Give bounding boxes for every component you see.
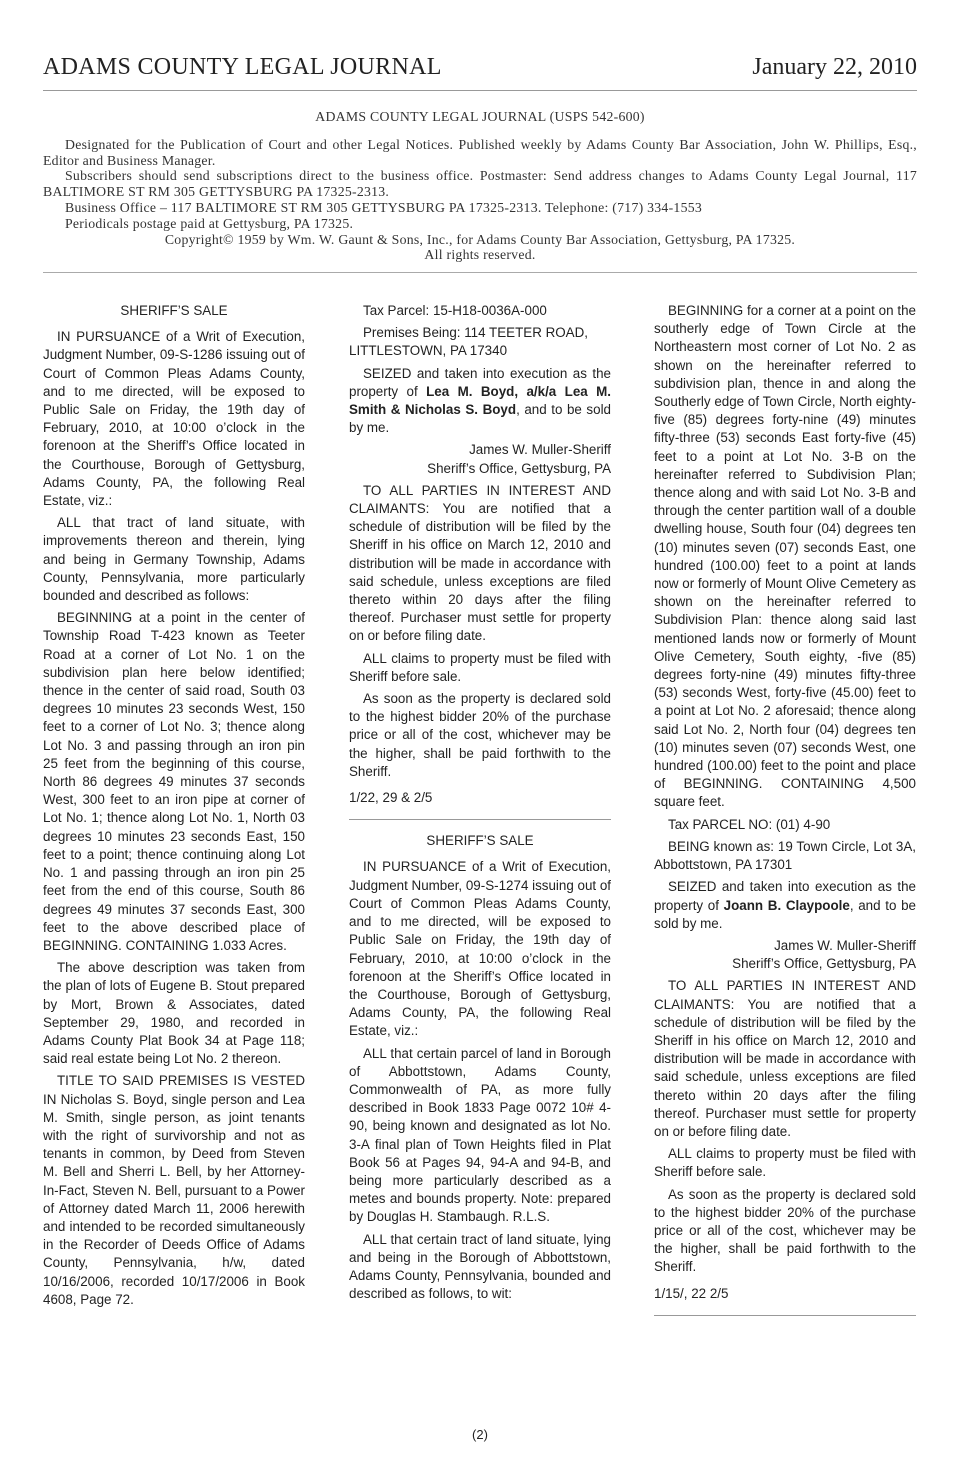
property-address: BEING known as: 19 Town Circle, Lot 3A, Abbottstown, PA 17301 (654, 838, 916, 873)
tax-parcel: Tax Parcel: 15-H18-0036A-000 (363, 303, 547, 318)
issue-date: January 22, 2010 (752, 54, 917, 80)
notice-paragraph: TITLE TO SAID PREMISES IS VESTED IN Nicholas S. Boyd, single person and Lea M. Smith, single person, as joint tenants with the right of survivorship and not as tenants in common, by Deed from Steven M. Bell and Sherri L. Bell, by her Attorney-In-Fact, Steven N. Bell, pursuant to a Power of Attorney dated March 11, 2006 herewith and intended to be recorded simultaneously in the Recorder of Deeds Office of Adams County, Pennsylvania, h/w, dated 10/16/2006, recorded 10/17/2006 in Book 4608, Page 72. (43, 1073, 305, 1307)
masthead-rights: All rights reserved. (424, 247, 536, 263)
notice-heading: SHERIFF’S SALE (426, 833, 534, 849)
publication-dates: 1/22, 29 & 2/5 (349, 790, 433, 806)
column-2 (349, 302, 611, 1307)
notice-paragraph: The above description was taken from the plan of lots of Eugene B. Stout prepared by Mort, Brown & Associates, dated September 29, 1980, and recorded in Adams County Plat Book 34 at Page 118; said real estate being Lot No. 2 thereon. (43, 960, 305, 1067)
masthead-divider (43, 272, 917, 273)
notice-paragraph: ALL that tract of land situate, with improvements thereon and therein, lying and being in Germany Township, Adams County, Pennsylvania, more particularly bounded and described as follows: (43, 515, 305, 604)
seized-post: , and to be sold by me. (654, 897, 916, 931)
seized-statement (349, 365, 611, 438)
sheriff-office: Sheriff’s Office, Gettysburg, PA (732, 956, 916, 972)
notice-divider (349, 819, 611, 820)
notice-paragraph: As soon as the property is declared sold to the highest bidder 20% of the purchase price or all of the cost, whichever may be the higher, shall be paid forthwith to the Sheriff. (654, 1186, 916, 1275)
notice-paragraph: ALL claims to property must be filed with Sheriff before sale. (654, 1146, 916, 1180)
notice-paragraph: ALL that certain tract of land situate, lying and being in the Borough of Abbottstown, Adams County, Pennsylvania, bounded and described as follows, to wit: (349, 1231, 611, 1302)
seized-pre: SEIZED and taken into execution as the property of (654, 879, 916, 913)
column-3 (654, 302, 916, 1328)
premises: Premises Being: 114 TEETER ROAD, LITTLESTOWN, PA 17340 (349, 325, 588, 359)
page-number: (2) (472, 1427, 488, 1442)
notice-paragraph: BEGINNING for a corner at a point on the southerly edge of Town Circle at the Northeastern most corner of Lot No. 2 as shown on the hereinafter referred to subdivision plan, thence in and along the Southerly edge of Town Circle, North eighty-five (85) degrees forty-nine (49) minutes fifty-three (53) seconds East forty-five (45) feet to a point at Lot No. 3-B on the hereinafter referred to Subdivision Plan; thence along and with said Lot No. 3-B and through the center partition wall of a double dwelling house, South four (04) degrees ten (10) minutes seven (07) seconds East, one hundred (100.00) feet to a point at lands now or formerly of Mount Olive Cemetery as shown on the hereinafter referred to Subdivision Plan: thence along said last mentioned lands now or formerly of Mount Olive Cemetery, South eighty, -five (85) degrees forty-nine (49) minutes fifty-three (53) seconds West, forty-five (45.00) feet to a point at Lot No. 2 aforesaid; thence along said Lot No. 2, North four (04) degrees ten (10) minutes seven (07) seconds West, one hundred (100.00) feet to the point and place of BEGINNING. CONTAINING 4,500 square feet. (654, 303, 916, 810)
masthead-business-office: Business Office – 117 BALTIMORE ST RM 305 GETTYSBURG PA 17325-2313. Telephone: (717) 334-1553 (65, 199, 703, 215)
notice-heading: SHERIFF’S SALE (120, 303, 228, 318)
masthead-designation: Designated for the Publication of Court and other Legal Notices. Published weekly by Adams County Bar Association, John W. Phillips, Esq., Editor and Business Manager. (43, 136, 917, 168)
notice-paragraph: BEGINNING at a point in the center of Township Road T-423 known as Teeter Road at a corner of Lot No. 1 on the subdivision plan here below identified; thence in the center of said road, South 03 degrees 10 minutes 23 seconds West, 150 feet to a corner of Lot No. 3; thence along Lot No. 3 and passing through an iron pin 25 feet from the beginning of this course, North 86 degrees 49 minutes 37 seconds West, 300 feet to an iron pipe at corner of Lot No. 1; thence along Lot No. 1, North 03 degrees 10 minutes 23 seconds East, 150 feet to a point; thence continuing along Lot No. 1 and passing through an iron pin 25 feet from the end of this course, South 86 degrees 49 minutes 37 seconds East, 300 feet to the above described place of BEGINNING. CONTAINING 1.033 Acres. (43, 610, 305, 953)
masthead-postage: Periodicals postage paid at Gettysburg, PA 17325. (65, 215, 354, 231)
column-1 (43, 302, 305, 1313)
tax-parcel: Tax PARCEL NO: (01) 4-90 (668, 816, 831, 832)
publication-dates: 1/15/, 22 2/5 (654, 1285, 729, 1301)
sheriff-name: James W. Muller-Sheriff (774, 937, 916, 953)
seized-statement (654, 878, 916, 933)
masthead-copyright: Copyright© 1959 by Wm. W. Gaunt & Sons, Inc., for Adams County Bar Association, Gettysburg, PA 17325. (164, 231, 796, 247)
sheriff-name: James W. Muller-Sheriff (469, 442, 611, 458)
seized-pre: SEIZED and taken into execution as the property of (349, 365, 611, 399)
notice-divider (654, 1315, 916, 1316)
defendant-names: Joann B. Claypoole (723, 897, 850, 913)
sheriff-office: Sheriff’s Office, Gettysburg, PA (427, 460, 611, 476)
journal-title: ADAMS COUNTY LEGAL JOURNAL (43, 54, 442, 80)
notice-paragraph: As soon as the property is declared sold to the highest bidder 20% of the purchase price or all of the cost, whichever may be the higher, shall be paid forthwith to the Sheriff. (349, 691, 611, 779)
notice-paragraph: ALL that certain parcel of land in Borough of Abbottstown, Adams County, Commonwealth of PA, as more fully described in Book 1833 Page 0072 10# 4-90, being known and designated as lot No. 3-A final plan of Town Heights filed in Plat Book 56 at Pages 94, 94-A and 94-B, and being more particularly described as a metes and bounds property. Note: prepared by Douglas H. Stambaugh. R.L.S. (349, 1045, 611, 1225)
notice-paragraph: IN PURSUANCE of a Writ of Execution, Judgment Number, 09-S-1274 issuing out of Court of Common Pleas Adams County, and to me directed, will be exposed to Public Sale on Friday, the 19th day of February, 2010, at 10:00 o’clock in the forenoon at the Sheriff’s Office located in the Courthouse, Borough of Gettysburg, Adams County, PA, the following Real Estate, viz.: (349, 859, 612, 1039)
seized-post: , and to be sold by me. (349, 402, 611, 436)
masthead (43, 109, 917, 263)
page-header (43, 50, 917, 91)
notice-paragraph: TO ALL PARTIES IN INTEREST AND CLAIMANTS: You are notified that a schedule of distribution will be filed by the Sheriff in his office on March 12, 2010 and distribution will be made in accordance with said schedule, unless exceptions are filed thereto within 20 days after the filing thereof. Purchaser must settle for property on or before filing date. (349, 482, 611, 644)
notice-paragraph: TO ALL PARTIES IN INTEREST AND CLAIMANTS: You are notified that a schedule of distribution will be filed by the Sheriff in his office on March 12, 2010 and distribution will be made in accordance with said schedule, unless exceptions are filed thereto within 20 days after the filing thereof. Purchaser must settle for property on or before filing date. (654, 978, 916, 1139)
masthead-subscriptions: Subscribers should send subscriptions direct to the business office. Postmaster: Send address changes to Adams County Legal Journal, 117 BALTIMORE ST RM 305 GETTYSBURG PA 17325-2313. (43, 168, 917, 200)
notice-paragraph: ALL claims to property must be filed with Sheriff before sale. (349, 650, 611, 684)
notice-paragraph: IN PURSUANCE of a Writ of Execution, Judgment Number, 09-S-1286 issuing out of Court of Common Pleas Adams County, and to me directed, will be exposed to Public Sale on Friday, the 19th day of February, 2010, at 10:00 o’clock in the forenoon at the Sheriff’s Office located in the Courthouse, Borough of Gettysburg, Adams County, PA, the following Real Estate, viz.: (43, 329, 306, 509)
defendant-names: Lea M. Boyd, a/k/a Lea M. Smith & Nicholas S. Boyd (349, 383, 612, 418)
masthead-title: ADAMS COUNTY LEGAL JOURNAL (USPS 542-600) (315, 109, 645, 124)
